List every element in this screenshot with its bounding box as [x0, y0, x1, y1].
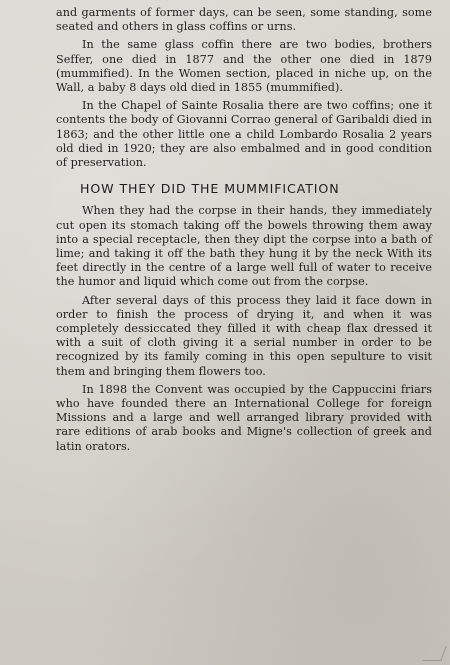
paragraph-convent: In 1898 the Convent was occupied by the Cappuccini friars who have founded there an International College for foreign Missions and a large and well arranged library provided with rare editions of arab books and Migne's collection of greek and latin orators.: [56, 382, 432, 453]
paragraph-drying: After several days of this process they laid it face down in order to finish the process of drying it, and when it was completely dessiccated they filled it with cheap flax dressed it with a suit of cloth giving it a serial number in order to be recognized by its family coming in this open sepulture to visit them and bringing them flowers too.: [56, 293, 432, 378]
paragraph-glass-coffin: In the same glass coffin there are two bodies, brothers Seffer, one died in 1877 and the other one died in 1879 (mummified). In the Women section, placed in niche up, on the Wall, a baby 8 days old died in 1855 (mummified).: [56, 38, 432, 95]
page-corner-fold: [422, 646, 446, 661]
paragraph-corpse: When they had the corpse in their hands, they immediately cut open its stomach taking off the bowels throwing them away into a special receptacle, then they dipt the corpse into a bath of lime; and taking it off the bath they hung it by the neck With its feet directly in the centre of a large well full of water to receive the humor and liquid which come out from the corpse.: [56, 204, 432, 289]
paragraph-continued: and garments of former days, can be seen, some standing, some seated and others in glass coffins or urns.: [56, 6, 432, 34]
section-heading: HOW THEY DID THE MUMMIFICATION: [80, 181, 340, 197]
paragraph-chapel: In the Chapel of Sainte Rosalia there are two coffins; one it contents the body of Giovanni Corrao general of Garibaldi died in 1863; and the other little one a child Lombardo Rosalia 2 years old died in 1920; they are also embalmed and in good condition of preservation.: [56, 99, 432, 170]
body-text: [56, 6, 432, 454]
